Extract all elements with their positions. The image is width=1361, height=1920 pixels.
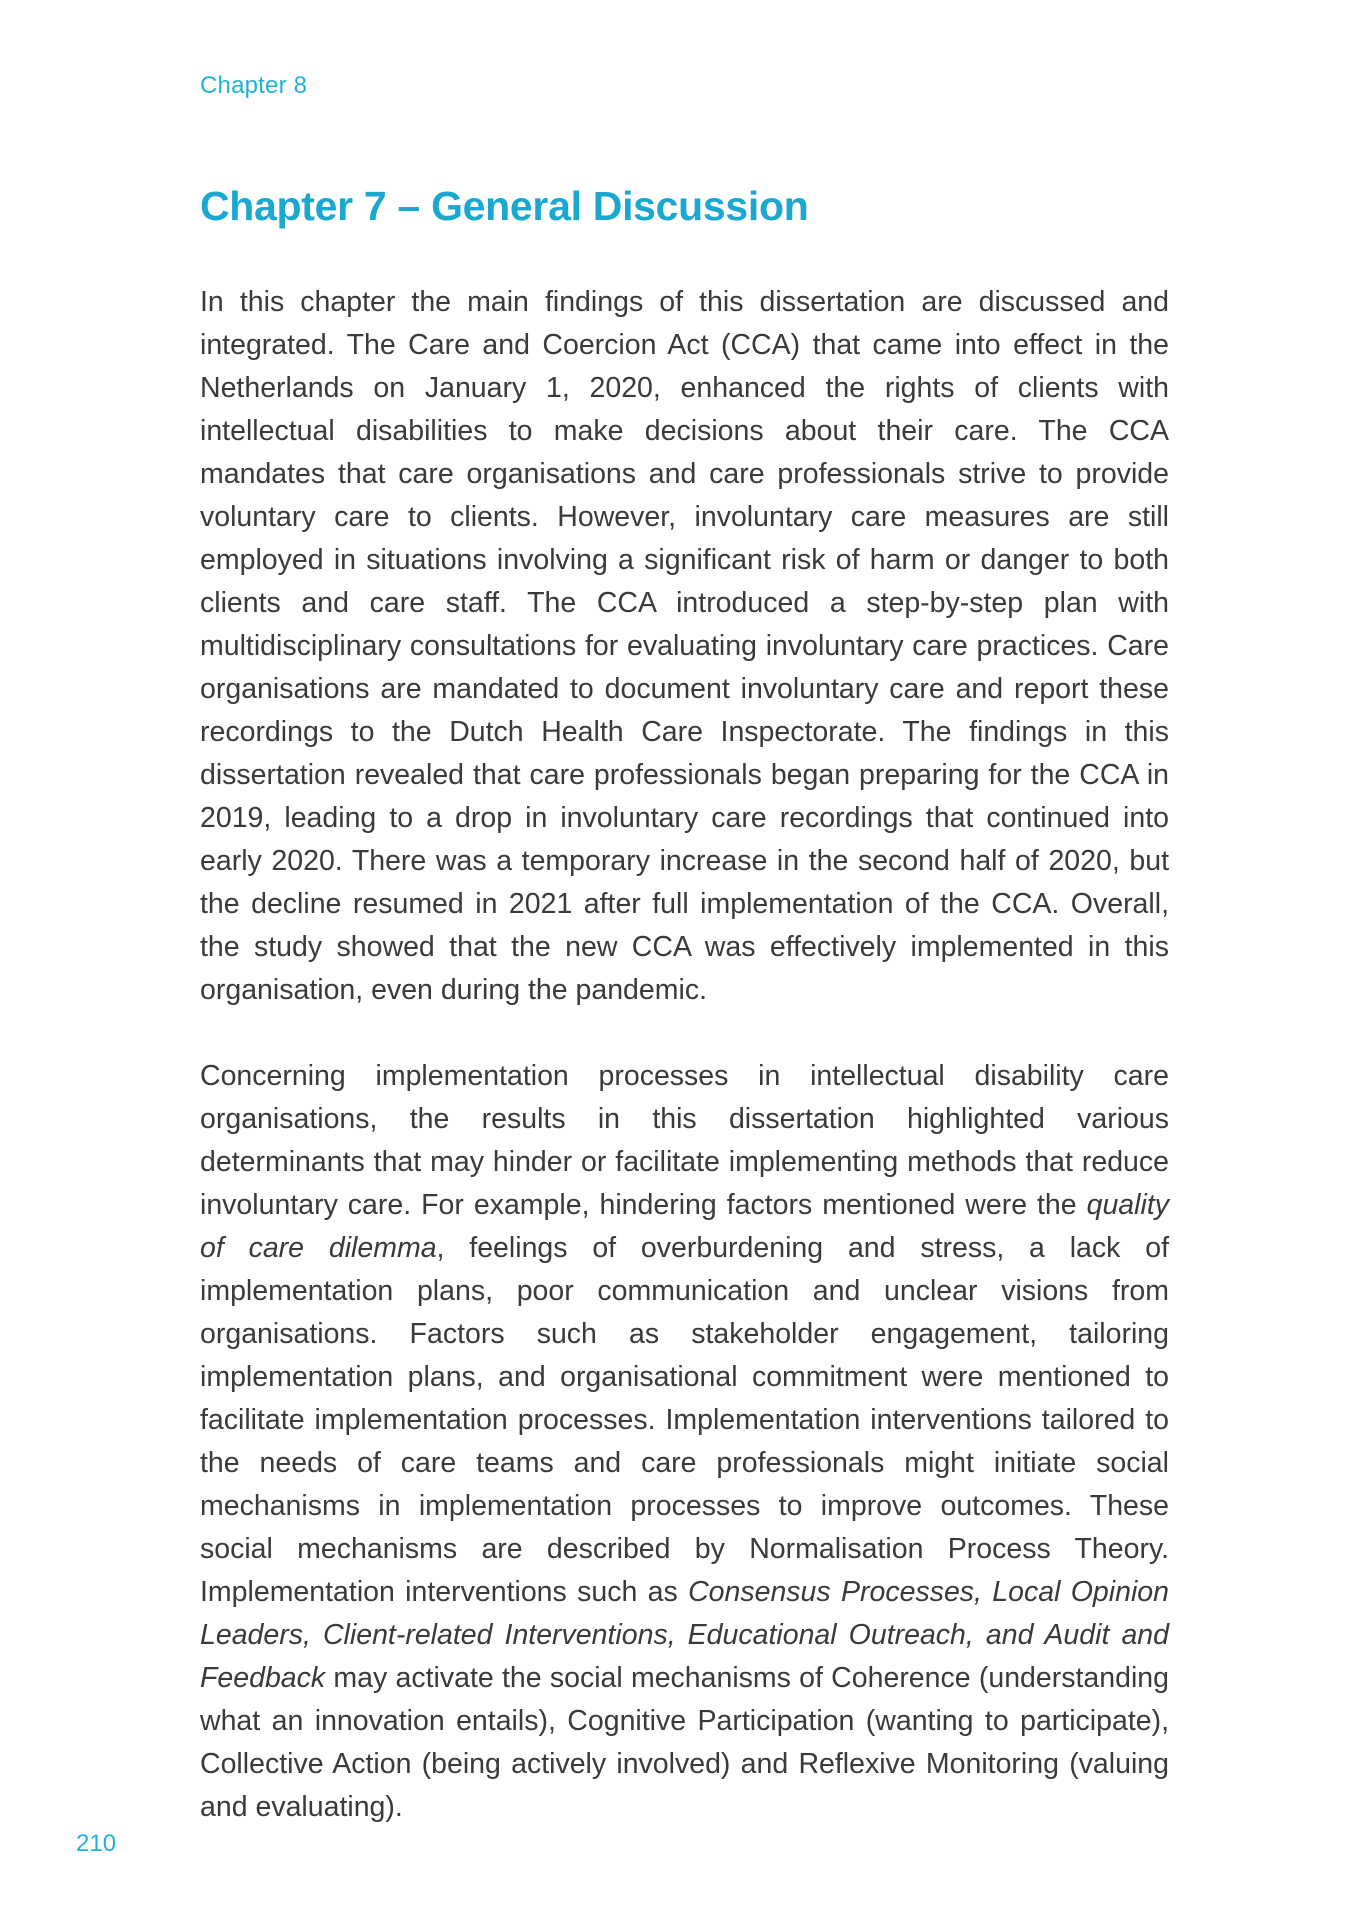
running-header: Chapter 8 bbox=[200, 72, 308, 99]
paragraph-1: In this chapter the main findings of this dissertation are discussed and integrated. The Care and Coercion Act (CCA) that came into effect in the Netherlands on January 1, 2020, enhanced the rights of clients with intellectual disabilities to make decisions about their care. The CCA mandates that care organisations and care professionals strive to provide voluntary care to clients. However, involuntary care measures are still employed in situations involving a significant risk of harm or danger to both clients and care staff. The CCA introduced a step-by-step plan with multidisciplinary consultations for evaluating involuntary care practices. Care organisations are mandated to document involuntary care and report these recordings to the Dutch Health Care Inspectorate. The findings in this dissertation revealed that care professionals began preparing for the CCA in 2019, leading to a drop in involuntary care recordings that continued into early 2020. There was a temporary increase in the second half of 2020, but the decline resumed in 2021 after full implementation of the CCA. Overall, the study showed that the new CCA was effectively implemented in this organisation, even during the pandemic. bbox=[200, 286, 1169, 1006]
paragraph-2-text-3: may activate the social mechanisms of Coherence (understanding what an innovation entails), Cognitive Participation (wanting to participate), Collective Action (being actively involved) and Reflexive Monitoring (valuing and evaluating). bbox=[200, 1662, 1169, 1823]
body-text bbox=[200, 281, 1169, 1829]
paragraph-2-italic-2: Consensus Processes, Local Opinion Leaders, Client-related Interventions, Educational Outreach, and Audit and Feedback bbox=[200, 1576, 1169, 1694]
chapter-title: Chapter 7 – General Discussion bbox=[200, 183, 809, 229]
paragraph-2-text-2: , feelings of overburdening and stress, a lack of implementation plans, poor communication and unclear visions from organisations. Factors such as stakeholder engagement, tailoring implementation plans, and organisational commitment were mentioned to facilitate implementation processes. Implementation interventions tailored to the needs of care teams and care professionals might initiate social mechanisms in implementation processes to improve outcomes. These social mechanisms are described by Normalisation Process Theory. Implementation interventions such as bbox=[200, 1232, 1169, 1608]
paragraph-2 bbox=[200, 1055, 1169, 1829]
page-number: 210 bbox=[76, 1830, 117, 1857]
paragraph-2-text-1: Concerning implementation processes in intellectual disability care organisations, the results in this dissertation highlighted various determinants that may hinder or facilitate implementing methods that reduce involuntary care. For example, hindering factors mentioned were the bbox=[200, 1060, 1169, 1221]
paragraph-2-italic-1: quality of care dilemma bbox=[200, 1189, 1169, 1264]
